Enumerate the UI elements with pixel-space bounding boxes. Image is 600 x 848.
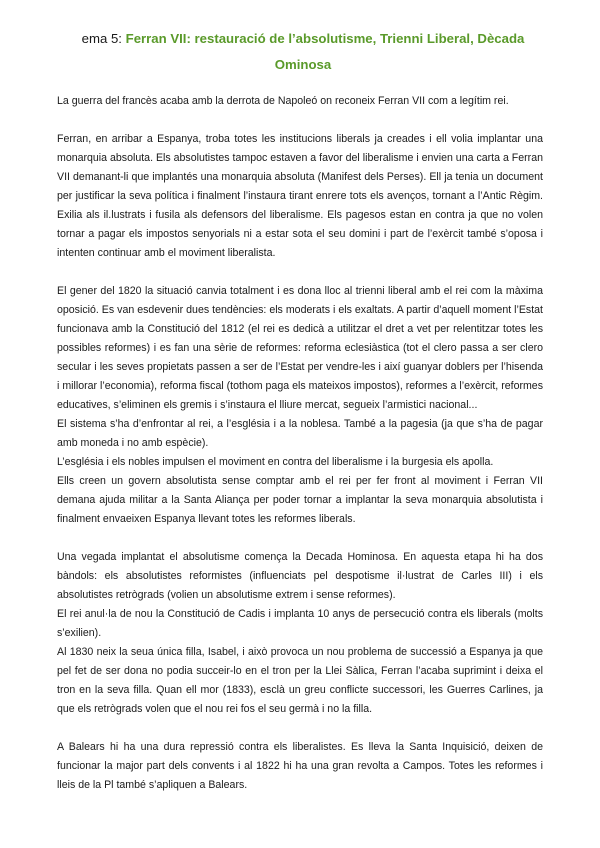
paragraph-balears: A Balears hi ha una dura repressió contra els liberalistes. Es lleva la Santa Inquisició, deixen de funcionar la major part dels convents i al 1822 hi ha una gran revolta a Campos. Totes les reformes i lleis de la Pl també s’apliquen a Balears. bbox=[57, 741, 543, 791]
paragraph-ferran-return: Ferran, en arribar a Espanya, troba totes les institucions liberals ja creades i ell volia implantar una monarquia absoluta. Els absolutistes tampoc estaven a favor del liberalisme i envien una carta a Ferran VII demanant-li que implantés una monarquia absoluta (Manifest dels Perses). Ell ja tenia un document per justificar la seva política i finalment l’instaura tirant enrere tots els avenços, tornant a l’Antic Règim. Exilia als il.lustrats i fusila als defensors del liberalisme. Els pagesos estan en contra ja que no volen tornar a pagar els impostos senyorials ni a estar sota el seu domini i part de l’exèrcit també s’oposa i intenten continuar amb el moviment liberalista. bbox=[57, 133, 543, 259]
paragraph-system-opposition: El sistema s’ha d’enfrontar al rei, a l’església i a la noblesa. També a la pagesia (ja que s’ha de pagar amb moneda i no amb espècie). bbox=[57, 418, 543, 449]
document-title bbox=[57, 26, 543, 78]
paragraph-succession: Al 1830 neix la seua única filla, Isabel, i això provoca un nou problema de successió a Espanya ja que pel fet de ser dona no podia succeir-lo en el tron per la Llei Sàlica, Ferran l’acaba suprimint i deixa el tron en la seva filla. Quan ell mor (1833), esclà un greu conflicte successori, les Guerres Carlines, ja que els retrògrads volen que el nou rei fos el seu germà i no la filla. bbox=[57, 646, 543, 715]
paragraph-intro: La guerra del francès acaba amb la derrota de Napoleó on reconeix Ferran VII com a legítim rei. bbox=[57, 95, 509, 107]
paragraph-gap bbox=[57, 111, 543, 130]
paragraph-gap bbox=[57, 529, 543, 548]
paragraph-decada-ominosa: Una vegada implantat el absolutisme comença la Decada Hominosa. En aquesta etapa hi ha dos bàndols: els absolutistes reformistes (influenciats pel despotisme il·lustrat de Carles III) i els absolutistes retrògrads (volien un absolutisme extrem i sense reformes). bbox=[57, 551, 543, 601]
paragraph-cadis-constitution: El rei anul·la de nou la Constitució de Cadis i implanta 10 anys de persecució contra els liberals (molts s’exilien). bbox=[57, 608, 543, 639]
document-page bbox=[57, 26, 543, 795]
paragraph-church-nobles: L’església i els nobles impulsen el moviment en contra del liberalisme i la burgesia els apolla. bbox=[57, 456, 494, 468]
paragraph-gap bbox=[57, 263, 543, 282]
title-main: Ferran VII: restauració de l’absolutisme, Trienni Liberal, Dècada Ominosa bbox=[125, 31, 525, 72]
paragraph-absolutist-government: Ells creen un govern absolutista sense comptar amb el rei per fer front al moviment i Ferran VII demana ajuda militar a la Santa Aliança per poder tornar a implantar la seva monarquia absolutista i finalment envaeixen Espanya llevant totes les reformes liberals. bbox=[57, 475, 543, 525]
paragraph-trienni-liberal: El gener del 1820 la situació canvia totalment i es dona lloc al trienni liberal amb el rei com la màxima oposició. Es van esdevenir dues tendències: els moderats i els exaltats. A partir d’aquell moment l’Estat funcionava amb la Constitució del 1812 (el rei es dedicà a utilitzar el dret a vet per relentitzar totes les possibles reformes) i es fan una sèrie de reformes: reforma eclesiàstica (tot el clero passa a ser clero secular i les seves propietats passen a ser de l’Estat per vendre-les i així guanyar doblers per l’hisenda i millorar l’economia), reforma fiscal (tothom paga els mateixos impostos), reformes a l’exèrcit, reformes educatives, s’eliminen els gremis i s’instaura el lliure mercat, segueix l’armistici nacional... bbox=[57, 285, 543, 411]
paragraph-gap bbox=[57, 719, 543, 738]
title-prefix: ema 5: bbox=[81, 31, 126, 46]
